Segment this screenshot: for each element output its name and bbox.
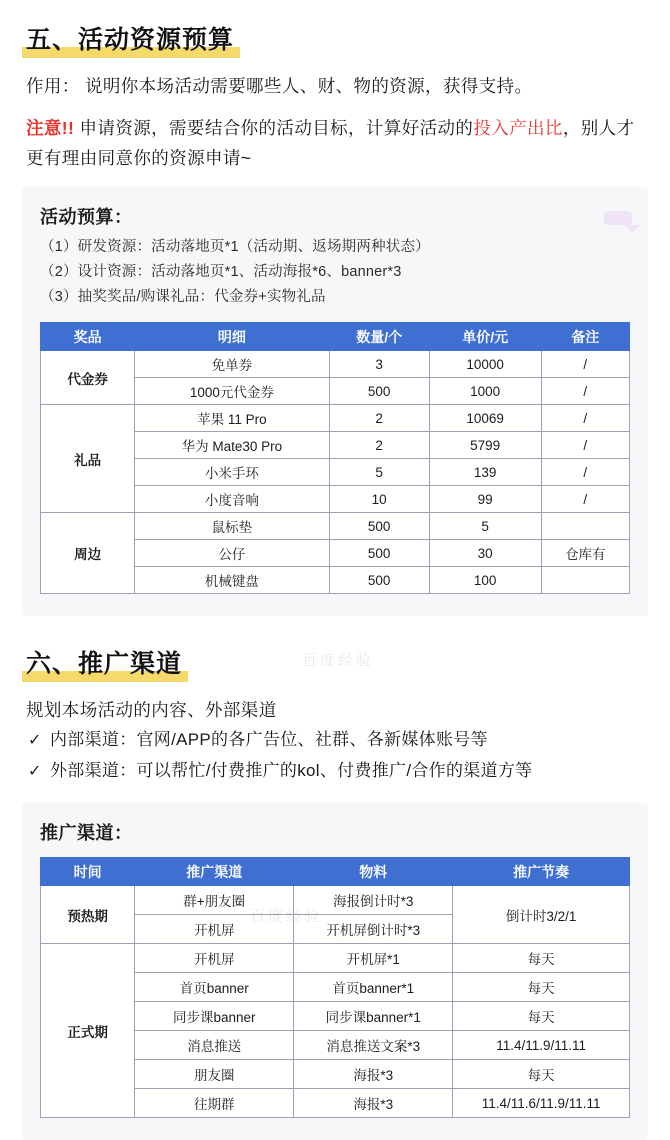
budget-col-prize: 奖品 bbox=[41, 323, 135, 351]
watermark: 百度经验 bbox=[302, 652, 375, 669]
table-row bbox=[41, 351, 630, 378]
channel-check-internal-text: 内部渠道：官网/APP的各广告位、社群、各新媒体账号等 bbox=[50, 730, 488, 749]
cell-price: 10000 bbox=[429, 351, 541, 378]
cell-remark: 仓库有 bbox=[541, 540, 629, 567]
section-5-note bbox=[26, 113, 648, 173]
budget-col-qty: 数量/个 bbox=[329, 323, 429, 351]
cell-qty: 10 bbox=[329, 486, 429, 513]
section-6-intro: 规划本场活动的内容、外部渠道 bbox=[26, 700, 277, 720]
budget-line-1: （1）研发资源：活动落地页*1（活动期、返场期两种状态） bbox=[40, 239, 430, 255]
budget-col-detail: 明细 bbox=[135, 323, 329, 351]
cell-price: 99 bbox=[429, 486, 541, 513]
cell-remark: / bbox=[541, 405, 629, 432]
cell-price: 139 bbox=[429, 459, 541, 486]
cell-qty: 500 bbox=[329, 513, 429, 540]
cell-rhythm: 每天 bbox=[453, 1060, 630, 1089]
cell-remark bbox=[541, 567, 629, 594]
cell-detail: 小度音响 bbox=[135, 486, 329, 513]
budget-group-voucher: 代金券 bbox=[41, 351, 135, 405]
cell-remark bbox=[541, 513, 629, 540]
cell-price: 100 bbox=[429, 567, 541, 594]
cell-remark: / bbox=[541, 351, 629, 378]
cell-material: 海报*3 bbox=[294, 1060, 453, 1089]
promo-col-channel: 推广渠道 bbox=[135, 858, 294, 886]
cell-material: 海报倒计时*3 bbox=[294, 886, 453, 915]
cell-remark: / bbox=[541, 459, 629, 486]
promo-group-official: 正式期 bbox=[41, 944, 135, 1118]
cell-detail: 机械键盘 bbox=[135, 567, 329, 594]
section-6-heading-text: 六、推广渠道 bbox=[26, 650, 183, 678]
budget-line-3: （3）抽奖奖品/购课礼品：代金券+实物礼品 bbox=[40, 289, 326, 305]
promo-group-warmup: 预热期 bbox=[41, 886, 135, 944]
example-callout bbox=[604, 211, 632, 225]
cell-remark: / bbox=[541, 486, 629, 513]
cell-detail: 免单券 bbox=[135, 351, 329, 378]
cell-remark: / bbox=[541, 432, 629, 459]
note-text-2: ，别人才更有理由同意你的资源申请~ bbox=[26, 118, 635, 168]
cell-price: 30 bbox=[429, 540, 541, 567]
cell-qty: 500 bbox=[329, 567, 429, 594]
cell-channel: 首页banner bbox=[135, 973, 294, 1002]
cell-rhythm: 每天 bbox=[453, 1002, 630, 1031]
note-highlight: 投入产出比 bbox=[473, 118, 563, 138]
cell-detail: 鼠标垫 bbox=[135, 513, 329, 540]
budget-col-remark: 备注 bbox=[541, 323, 629, 351]
cell-detail: 公仔 bbox=[135, 540, 329, 567]
cell-price: 5 bbox=[429, 513, 541, 540]
cell-detail: 苹果 11 Pro bbox=[135, 405, 329, 432]
cell-material: 首页banner*1 bbox=[294, 973, 453, 1002]
table-row bbox=[41, 405, 630, 432]
cell-rhythm: 倒计时3/2/1 bbox=[453, 886, 630, 944]
note-text-1: 申请资源，需要结合你的活动目标，计算好活动的 bbox=[74, 118, 474, 138]
cell-rhythm: 11.4/11.9/11.11 bbox=[453, 1031, 630, 1060]
channel-check-internal bbox=[28, 725, 648, 756]
cell-channel: 朋友圈 bbox=[135, 1060, 294, 1089]
check-icon: ✓ bbox=[28, 732, 42, 749]
cell-channel: 群+朋友圈 bbox=[135, 886, 294, 915]
cell-rhythm: 每天 bbox=[453, 944, 630, 973]
cell-qty: 500 bbox=[329, 540, 429, 567]
cell-rhythm: 11.4/11.6/11.9/11.11 bbox=[453, 1089, 630, 1118]
promo-col-rhythm: 推广节奏 bbox=[453, 858, 630, 886]
cell-qty: 500 bbox=[329, 378, 429, 405]
cell-qty: 2 bbox=[329, 405, 429, 432]
section-5-heading bbox=[22, 18, 240, 59]
cell-material: 海报*3 bbox=[294, 1089, 453, 1118]
section-6-heading bbox=[22, 642, 188, 683]
table-row bbox=[41, 944, 630, 973]
channel-check-external bbox=[28, 756, 648, 787]
section-5-purpose: 作用： 说明你本场活动需要哪些人、财、物的资源，获得支持。 bbox=[26, 76, 533, 96]
cell-channel: 消息推送 bbox=[135, 1031, 294, 1060]
cell-detail: 1000元代金券 bbox=[135, 378, 329, 405]
promo-col-material: 物料 bbox=[294, 858, 453, 886]
cell-price: 10069 bbox=[429, 405, 541, 432]
section-5-heading-text: 五、活动资源预算 bbox=[26, 26, 235, 54]
cell-price: 5799 bbox=[429, 432, 541, 459]
promotion-table bbox=[40, 857, 630, 1118]
table-header-row bbox=[41, 323, 630, 351]
cell-material: 开机屏倒计时*3 bbox=[294, 915, 453, 944]
channel-check-external-text: 外部渠道：可以帮忙/付费推广的kol、付费推广/合作的渠道方等 bbox=[50, 761, 533, 780]
cell-material: 同步课banner*1 bbox=[294, 1002, 453, 1031]
cell-price: 1000 bbox=[429, 378, 541, 405]
budget-group-gift: 礼品 bbox=[41, 405, 135, 513]
cell-channel: 开机屏 bbox=[135, 915, 294, 944]
budget-line-2: （2）设计资源：活动落地页*1、活动海报*6、banner*3 bbox=[40, 264, 402, 280]
budget-card-title: 活动预算： bbox=[40, 207, 133, 227]
table-header-row bbox=[41, 858, 630, 886]
budget-group-peripheral: 周边 bbox=[41, 513, 135, 594]
promotion-card-title: 推广渠道： bbox=[40, 823, 133, 843]
cell-remark: / bbox=[541, 378, 629, 405]
table-row bbox=[41, 513, 630, 540]
promotion-card bbox=[22, 803, 648, 1140]
table-row bbox=[41, 886, 630, 915]
check-icon: ✓ bbox=[28, 763, 42, 780]
cell-material: 消息推送文案*3 bbox=[294, 1031, 453, 1060]
cell-material: 开机屏*1 bbox=[294, 944, 453, 973]
cell-channel: 同步课banner bbox=[135, 1002, 294, 1031]
cell-detail: 华为 Mate30 Pro bbox=[135, 432, 329, 459]
budget-table bbox=[40, 322, 630, 594]
budget-col-price: 单价/元 bbox=[429, 323, 541, 351]
cell-qty: 5 bbox=[329, 459, 429, 486]
cell-rhythm: 每天 bbox=[453, 973, 630, 1002]
promo-col-time: 时间 bbox=[41, 858, 135, 886]
cell-detail: 小米手环 bbox=[135, 459, 329, 486]
cell-qty: 3 bbox=[329, 351, 429, 378]
cell-channel: 开机屏 bbox=[135, 944, 294, 973]
note-label: 注意!! bbox=[26, 118, 75, 138]
cell-channel: 往期群 bbox=[135, 1089, 294, 1118]
cell-qty: 2 bbox=[329, 432, 429, 459]
